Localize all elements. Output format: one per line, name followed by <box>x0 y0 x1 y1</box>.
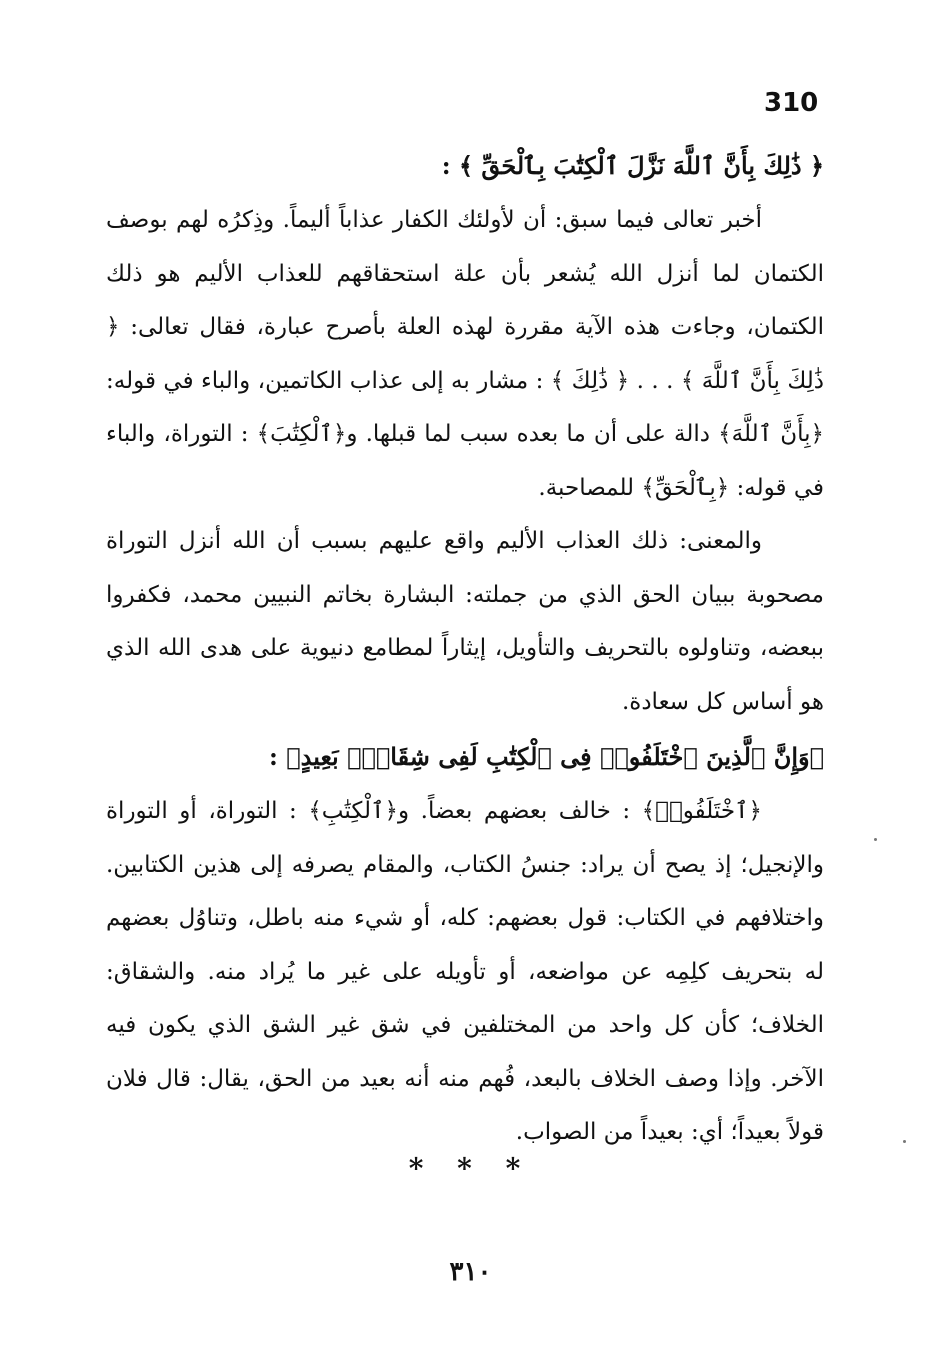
page-number-bottom: ٣١٠ <box>449 1257 492 1287</box>
quran-verse-heading: ﴿وَإِنَّ ٱلَّذِينَ ٱخْتَلَفُوا۟ فِى ٱلْكِتَٰبِ لَفِى شِقَاقٍۭ بَعِيدٍ﴾ : <box>269 742 824 771</box>
scan-speck <box>874 838 877 841</box>
body-paragraph: أخبر تعالى فيما سبق: أن لأولئك الكفار عذاباً أليماً. وذِكرُه لهم بوصف الكتمان لما أنزل الله يُشعر بأن علة استحقاقهم للعذاب الأليم هو ذلك الكتمان، وجاءت هذه الآية مقررة لهذه العلة بأصرح عبارة، فقال تعالى: ﴿ ذَٰلِكَ بِأَنَّ ٱللَّهَ ﴾ . . . ﴿ ذَٰلِكَ ﴾ : مشار به إلى عذاب الكاتمين، والباء في قوله: ﴿بِأَنَّ ٱللَّهَ﴾ دالة على أن ما بعده سبب لما قبلها. و﴿ٱلْكِتَٰبَ﴾ : التوراة، والباء في قوله: ﴿بِٱلْحَقِّ﴾ للمصاحبة. <box>106 207 824 501</box>
body-paragraph: والمعنى: ذلك العذاب الأليم واقع عليهم بسبب أن الله أنزل التوراة مصحوبة ببيان الحق الذي من جملته: البشارة بخاتم النبيين محمد، فكفروا ببعضه، وتناولوه بالتحريف والتأويل، إيثاراً لمطامع دنيوية على هدى الله الذي هو أساس كل سعادة. <box>106 528 824 715</box>
quran-verse-heading: ﴿ ذَٰلِكَ بِأَنَّ ٱللَّهَ نَزَّلَ ٱلْكِتَٰبَ بِٱلْحَقِّ ﴾ : <box>441 151 824 180</box>
body-paragraph: ﴿ٱخْتَلَفُوا۟﴾ : خالف بعضهم بعضاً. و﴿ٱلْكِتَٰبِ﴾ : التوراة، أو التوراة والإنجيل؛ إذ يصح أن يراد: جنسُ الكتاب، والمقام يصرفه إلى هذين الكتابين. واختلافهم في الكتاب: قول بعضهم: كله، أو شيء منه باطل، وتناوُل بعضهم له بتحريف كلِمِه عن مواضعه، أو تأويله على غير ما يُراد منه. والشقاق: الخلاف؛ كأن كل واحد من المختلفين في شق غير الشق الذي يكون فيه الآخر. وإذا وصف الخلاف بالبعد، فُهم منه أنه بعيد من الحق، يقال: قال فلان قولاً بعيداً؛ أي: بعيداً من الصواب. <box>106 798 824 1145</box>
section-separator: * * * <box>408 1152 533 1185</box>
page-number-top: 310 <box>764 88 819 118</box>
page-body <box>106 138 824 1160</box>
scan-speck <box>903 1140 906 1143</box>
